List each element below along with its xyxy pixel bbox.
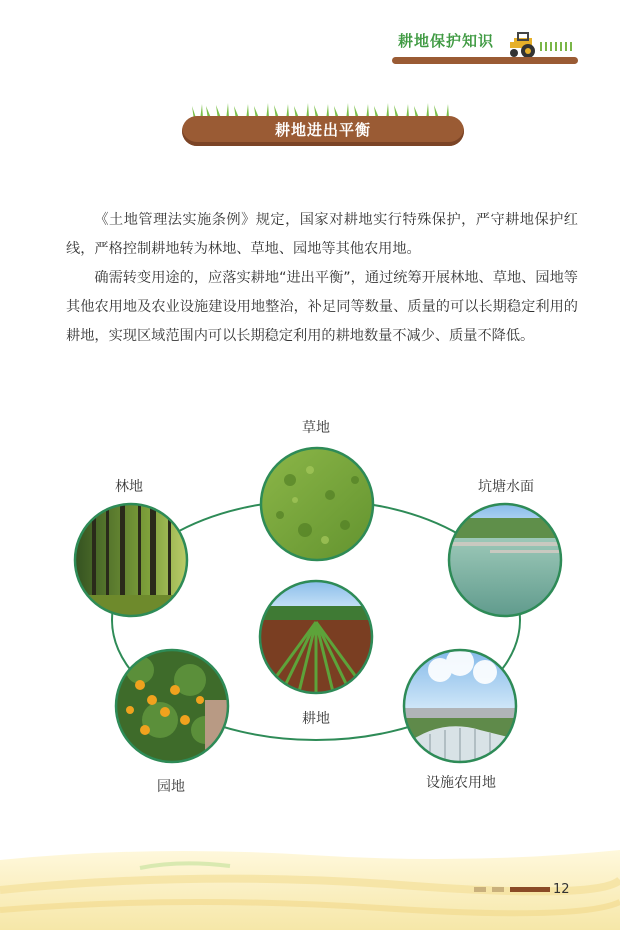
grassland-image [250,440,390,570]
label-facility: 设施农用地 [426,775,496,791]
body-text [66,206,578,351]
page-number: 12 [553,882,570,897]
label-farmland: 耕地 [302,711,330,727]
label-orchard: 园地 [157,779,185,795]
paragraph-2: 确需转变用途的，应落实耕地“进出平衡”，通过统筹开展林地、草地、园地等其他农用地及农业设施建设用地整治，补足同等数量、质量的可以长期稳定利用的耕地，实现区域范围内可以长期稳定利用的耕地数量不减少、质量不降低。 [66,270,578,344]
tractor-icon [508,30,578,60]
pond-image [445,500,565,618]
orchard-image [110,646,240,766]
forest-image [70,500,200,630]
section-banner [182,98,464,150]
field-illustration [0,840,620,930]
land-use-diagram [0,400,620,820]
header-underline [392,57,578,64]
diagram-ring [0,400,620,820]
section-title: 耕地进出平衡 [274,121,371,139]
header-title: 耕地保护知识 [398,32,495,50]
label-grassland: 草地 [302,420,330,436]
label-pond: 坑塘水面 [478,479,534,495]
paragraph-1: 《土地管理法实施条例》规定，国家对耕地实行特殊保护，严守耕地保护红线，严格控制耕地转为林地、草地、园地等其他农用地。 [66,212,578,257]
page-decoration-bars [474,886,554,894]
farmland-image [255,576,377,700]
label-forest: 林地 [115,479,143,495]
